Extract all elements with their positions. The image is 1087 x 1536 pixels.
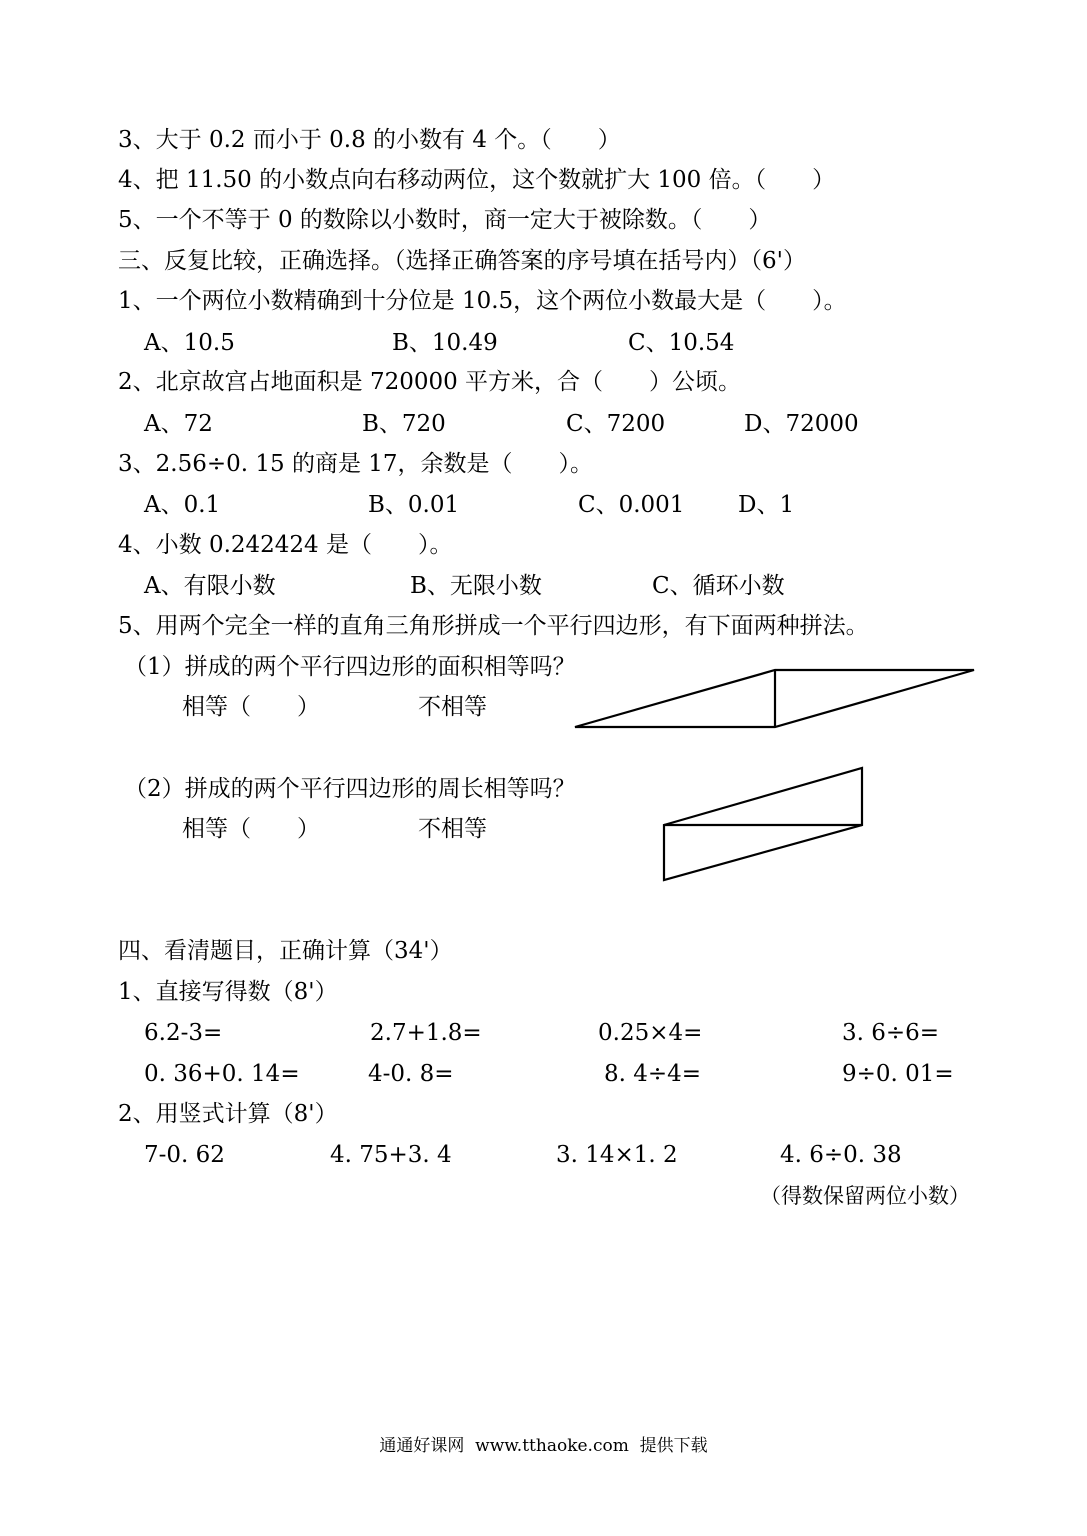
choice-q2-stem: 2、北京故宫占地面积是 720000 平方米，合（ ）公顷。 [118, 369, 742, 395]
calc-q1-title: 1、直接写得数（8'） [118, 979, 338, 1005]
choice-q2-option-c: C、7200 [566, 411, 666, 437]
calc-q1-r1-item-4: 3. 6÷6= [842, 1020, 940, 1046]
calc-q1-r2-item-1: 0. 36+0. 14= [144, 1061, 300, 1087]
choice-q5-stem: 5、用两个完全一样的直角三角形拼成一个平行四边形，有下面两种拼法。 [118, 613, 869, 639]
choice-q5-sub2-equal: 相等（ ） [182, 816, 320, 842]
calc-q1-r1-item-2: 2.7+1.8= [370, 1020, 482, 1046]
choice-q2-option-a: A、72 [144, 411, 213, 437]
section-4-title: 四、看清题目，正确计算（34'） [118, 938, 453, 964]
page-footer: 通通好课网 www.tthaoke.com 提供下载 [379, 1436, 708, 1456]
choice-q1-option-a: A、10.5 [144, 330, 235, 356]
calc-q1-r1-item-3: 0.25×4= [598, 1020, 703, 1046]
calc-q2-item-1: 7-0. 62 [144, 1142, 225, 1168]
choice-q2-option-b: B、720 [362, 411, 446, 437]
calc-q1-r2-item-3: 8. 4÷4= [604, 1061, 702, 1087]
choice-q1-option-b: B、10.49 [392, 330, 498, 356]
choice-q5-sub2-question: （2）拼成的两个平行四边形的周长相等吗？ [124, 776, 576, 802]
calc-q2-item-3: 3. 14×1. 2 [556, 1142, 678, 1168]
calc-q1-r1-item-1: 6.2-3= [144, 1020, 223, 1046]
calc-q2-title: 2、用竖式计算（8'） [118, 1101, 338, 1127]
calc-q2-item-4: 4. 6÷0. 38 [780, 1142, 902, 1168]
judgement-item-3: 3、大于 0.2 而小于 0.8 的小数有 4 个。（ ） [118, 127, 621, 153]
choice-q1-option-c: C、10.54 [628, 330, 735, 356]
calc-q2-note: （得数保留两位小数） [760, 1184, 970, 1208]
choice-q4-stem: 4、小数 0.242424 是（ ）。 [118, 532, 453, 558]
calc-q1-r2-item-4: 9÷0. 01= [842, 1061, 954, 1087]
choice-q5-sub2-not-equal: 不相等 [418, 816, 487, 842]
choice-q4-option-a: A、有限小数 [144, 573, 276, 599]
choice-q5-sub1-not-equal: 不相等 [418, 694, 487, 720]
section-3-title: 三、反复比较，正确选择。（选择正确答案的序号填在括号内）（6'） [118, 248, 806, 274]
choice-q1-stem: 1、一个两位小数精确到十分位是 10.5，这个两位小数最大是（ ）。 [118, 288, 847, 314]
choice-q3-option-b: B、0.01 [368, 492, 460, 518]
choice-q5-sub1-question: （1）拼成的两个平行四边形的面积相等吗？ [124, 654, 576, 680]
choice-q3-option-d: D、1 [738, 492, 795, 518]
parallelogram-figure-1 [570, 665, 980, 731]
choice-q3-stem: 3、2.56÷0. 15 的商是 17，余数是（ ）。 [118, 451, 594, 477]
judgement-item-5: 5、一个不等于 0 的数除以小数时，商一定大于被除数。（ ） [118, 207, 772, 233]
choice-q2-option-d: D、72000 [744, 411, 859, 437]
calc-q2-item-2: 4. 75+3. 4 [330, 1142, 452, 1168]
choice-q3-option-a: A、0.1 [144, 492, 221, 518]
judgement-item-4: 4、把 11.50 的小数点向右移动两位，这个数就扩大 100 倍。（ ） [118, 167, 836, 193]
choice-q4-option-b: B、无限小数 [410, 573, 542, 599]
choice-q3-option-c: C、0.001 [578, 492, 685, 518]
parallelogram-figure-2 [658, 763, 868, 885]
choice-q4-option-c: C、循环小数 [652, 573, 785, 599]
choice-q5-sub1-equal: 相等（ ） [182, 694, 320, 720]
calc-q1-r2-item-2: 4-0. 8= [368, 1061, 454, 1087]
